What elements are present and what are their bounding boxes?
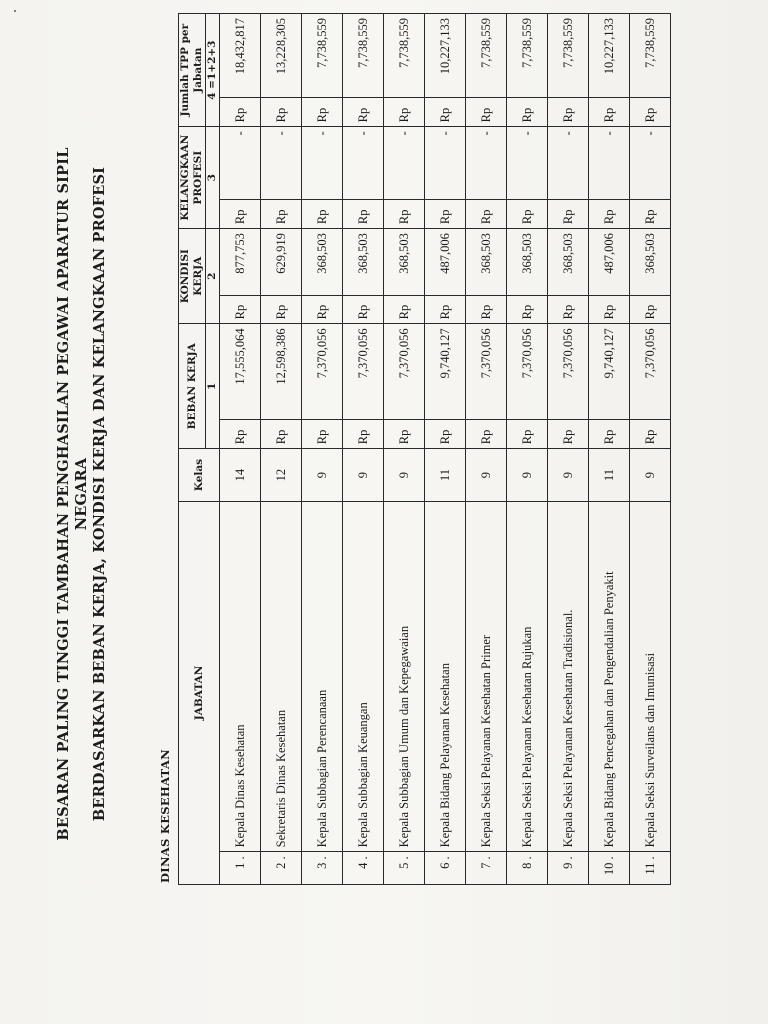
row-kelas: 9 bbox=[302, 449, 343, 502]
row-kelas: 9 bbox=[343, 449, 384, 502]
row-jabatan: Kepala Subbagian Keuangan bbox=[343, 501, 384, 851]
currency-label: Rp bbox=[302, 420, 343, 449]
row-number: 1 . bbox=[220, 852, 261, 885]
tpp-table bbox=[178, 13, 671, 885]
row-beban-kerja: 7,370,056 bbox=[343, 324, 384, 420]
row-kondisi-kerja: 487,006 bbox=[589, 229, 630, 295]
row-jabatan: Kepala Seksi Pelayanan Kesehatan Primer bbox=[466, 501, 507, 851]
row-jabatan: Kepala Subbagian Perencanaan bbox=[302, 501, 343, 851]
row-kelas: 9 bbox=[466, 449, 507, 502]
row-jumlah: 10,227,133 bbox=[589, 14, 630, 98]
currency-label: Rp bbox=[466, 295, 507, 324]
header-jumlah-tpp: Jumlah TPP per Jabatan bbox=[179, 14, 206, 127]
currency-label: Rp bbox=[589, 200, 630, 229]
row-beban-kerja: 7,370,056 bbox=[384, 324, 425, 420]
currency-label: Rp bbox=[466, 98, 507, 127]
row-number: 11 . bbox=[630, 852, 671, 885]
header-kondisi-kerja: KONDISI KERJA bbox=[179, 229, 206, 324]
row-jumlah: 7,738,559 bbox=[343, 14, 384, 98]
row-kelangkaan-profesi: - bbox=[384, 127, 425, 200]
currency-label: Rp bbox=[261, 295, 302, 324]
row-kondisi-kerja: 368,503 bbox=[466, 229, 507, 295]
currency-label: Rp bbox=[425, 295, 466, 324]
currency-label: Rp bbox=[261, 98, 302, 127]
row-jumlah: 7,738,559 bbox=[507, 14, 548, 98]
table-row bbox=[261, 14, 302, 885]
row-beban-kerja: 7,370,056 bbox=[466, 324, 507, 420]
currency-label: Rp bbox=[507, 200, 548, 229]
row-kelas: 12 bbox=[261, 449, 302, 502]
row-beban-kerja: 7,370,056 bbox=[548, 324, 589, 420]
row-beban-kerja: 7,370,056 bbox=[630, 324, 671, 420]
row-jabatan: Kepala Subbagian Umum dan Kepegawaian bbox=[384, 501, 425, 851]
row-beban-kerja: 7,370,056 bbox=[507, 324, 548, 420]
row-beban-kerja: 7,370,056 bbox=[302, 324, 343, 420]
header-col-1: 1 bbox=[206, 324, 220, 449]
currency-label: Rp bbox=[466, 200, 507, 229]
header-kelas: Kelas bbox=[179, 449, 220, 502]
row-jumlah: 7,738,559 bbox=[384, 14, 425, 98]
table-row bbox=[589, 14, 630, 885]
row-beban-kerja: 9,740,127 bbox=[425, 324, 466, 420]
currency-label: Rp bbox=[384, 295, 425, 324]
header-kelangkaan-profesi: KELANGKAAN PROFESI bbox=[179, 127, 206, 229]
currency-label: Rp bbox=[630, 98, 671, 127]
currency-label: Rp bbox=[220, 200, 261, 229]
currency-label: Rp bbox=[507, 420, 548, 449]
row-jabatan: Kepala Bidang Pelayanan Kesehatan bbox=[425, 501, 466, 851]
row-beban-kerja: 9,740,127 bbox=[589, 324, 630, 420]
row-jabatan: Kepala Bidang Pencegahan dan Pengendalian Penyakit bbox=[589, 501, 630, 851]
currency-label: Rp bbox=[384, 98, 425, 127]
title-line-1: BESARAN PALING TINGGI TAMBAHAN PENGHASILAN PEGAWAI APARATUR SIPIL NEGARA bbox=[55, 147, 90, 841]
currency-label: Rp bbox=[548, 295, 589, 324]
row-kelangkaan-profesi: - bbox=[261, 127, 302, 200]
row-kondisi-kerja: 368,503 bbox=[384, 229, 425, 295]
row-kondisi-kerja: 368,503 bbox=[302, 229, 343, 295]
currency-label: Rp bbox=[507, 295, 548, 324]
currency-label: Rp bbox=[384, 200, 425, 229]
table-row bbox=[425, 14, 466, 885]
row-jumlah: 18,432,817 bbox=[220, 14, 261, 98]
header-col-2: 2 bbox=[206, 229, 220, 324]
row-number: 8 . bbox=[507, 852, 548, 885]
row-jumlah: 7,738,559 bbox=[630, 14, 671, 98]
currency-label: Rp bbox=[630, 295, 671, 324]
currency-label: Rp bbox=[302, 295, 343, 324]
row-kelangkaan-profesi: - bbox=[425, 127, 466, 200]
table-row bbox=[466, 14, 507, 885]
title-line-2: BERDASARKAN BEBAN KERJA, KONDISI KERJA DAN KELANGKAAN PROFESI bbox=[91, 166, 108, 822]
currency-label: Rp bbox=[548, 98, 589, 127]
currency-label: Rp bbox=[302, 200, 343, 229]
currency-label: Rp bbox=[343, 295, 384, 324]
row-jabatan: Kepala Seksi Pelayanan Kesehatan Tradisional. bbox=[548, 501, 589, 851]
row-kelangkaan-profesi: - bbox=[343, 127, 384, 200]
table-row bbox=[302, 14, 343, 885]
header-col-4: 4 =1+2+3 bbox=[206, 14, 220, 127]
row-kondisi-kerja: 877,753 bbox=[220, 229, 261, 295]
row-number: 9 . bbox=[548, 852, 589, 885]
currency-label: Rp bbox=[630, 420, 671, 449]
table-row bbox=[630, 14, 671, 885]
row-kelangkaan-profesi: - bbox=[630, 127, 671, 200]
row-kelangkaan-profesi: - bbox=[589, 127, 630, 200]
row-number: 3 . bbox=[302, 852, 343, 885]
row-kelas: 9 bbox=[384, 449, 425, 502]
table-header bbox=[179, 14, 220, 885]
row-jumlah: 7,738,559 bbox=[466, 14, 507, 98]
row-jumlah: 7,738,559 bbox=[548, 14, 589, 98]
currency-label: Rp bbox=[589, 420, 630, 449]
row-kelangkaan-profesi: - bbox=[466, 127, 507, 200]
currency-label: Rp bbox=[261, 420, 302, 449]
row-kelangkaan-profesi: - bbox=[548, 127, 589, 200]
row-kelangkaan-profesi: - bbox=[302, 127, 343, 200]
header-row bbox=[179, 14, 206, 885]
currency-label: Rp bbox=[220, 420, 261, 449]
table-row bbox=[507, 14, 548, 885]
row-number: 7 . bbox=[466, 852, 507, 885]
row-kondisi-kerja: 368,503 bbox=[548, 229, 589, 295]
currency-label: Rp bbox=[343, 420, 384, 449]
department-label: DINAS KESEHATAN bbox=[158, 749, 172, 883]
table-row bbox=[343, 14, 384, 885]
currency-label: Rp bbox=[220, 98, 261, 127]
row-kelas: 11 bbox=[589, 449, 630, 502]
table-row bbox=[384, 14, 425, 885]
currency-label: Rp bbox=[589, 295, 630, 324]
row-jumlah: 13,228,305 bbox=[261, 14, 302, 98]
row-beban-kerja: 17,555,064 bbox=[220, 324, 261, 420]
currency-label: Rp bbox=[589, 98, 630, 127]
scan-speck bbox=[14, 10, 16, 12]
row-kondisi-kerja: 368,503 bbox=[630, 229, 671, 295]
row-kelangkaan-profesi: - bbox=[507, 127, 548, 200]
row-number: 6 . bbox=[425, 852, 466, 885]
row-kondisi-kerja: 487,006 bbox=[425, 229, 466, 295]
header-col-3: 3 bbox=[206, 127, 220, 229]
currency-label: Rp bbox=[425, 98, 466, 127]
row-jabatan: Kepala Dinas Kesehatan bbox=[220, 501, 261, 851]
header-jabatan: JABATAN bbox=[179, 501, 220, 884]
row-kondisi-kerja: 368,503 bbox=[507, 229, 548, 295]
row-jabatan: Kepala Seksi Surveilans dan Imunisasi bbox=[630, 501, 671, 851]
header-beban-kerja: BEBAN KERJA bbox=[179, 324, 206, 449]
row-kelas: 9 bbox=[507, 449, 548, 502]
table-row bbox=[548, 14, 589, 885]
currency-label: Rp bbox=[343, 98, 384, 127]
table-row bbox=[220, 14, 261, 885]
currency-label: Rp bbox=[302, 98, 343, 127]
row-number: 5 . bbox=[384, 852, 425, 885]
document-title bbox=[55, 114, 109, 874]
currency-label: Rp bbox=[384, 420, 425, 449]
row-kelangkaan-profesi: - bbox=[220, 127, 261, 200]
row-jumlah: 7,738,559 bbox=[302, 14, 343, 98]
row-number: 4 . bbox=[343, 852, 384, 885]
currency-label: Rp bbox=[343, 200, 384, 229]
row-jabatan: Sekretaris Dinas Kesehatan bbox=[261, 501, 302, 851]
currency-label: Rp bbox=[466, 420, 507, 449]
row-kondisi-kerja: 629,919 bbox=[261, 229, 302, 295]
row-jabatan: Kepala Seksi Pelayanan Kesehatan Rujukan bbox=[507, 501, 548, 851]
currency-label: Rp bbox=[425, 420, 466, 449]
row-kelas: 9 bbox=[548, 449, 589, 502]
row-kondisi-kerja: 368,503 bbox=[343, 229, 384, 295]
currency-label: Rp bbox=[507, 98, 548, 127]
row-number: 10 . bbox=[589, 852, 630, 885]
currency-label: Rp bbox=[548, 200, 589, 229]
row-beban-kerja: 12,598,386 bbox=[261, 324, 302, 420]
currency-label: Rp bbox=[261, 200, 302, 229]
row-kelas: 9 bbox=[630, 449, 671, 502]
currency-label: Rp bbox=[548, 420, 589, 449]
row-kelas: 14 bbox=[220, 449, 261, 502]
row-number: 2 . bbox=[261, 852, 302, 885]
currency-label: Rp bbox=[425, 200, 466, 229]
table-body bbox=[220, 14, 671, 885]
row-kelas: 11 bbox=[425, 449, 466, 502]
currency-label: Rp bbox=[220, 295, 261, 324]
row-jumlah: 10,227,133 bbox=[425, 14, 466, 98]
currency-label: Rp bbox=[630, 200, 671, 229]
